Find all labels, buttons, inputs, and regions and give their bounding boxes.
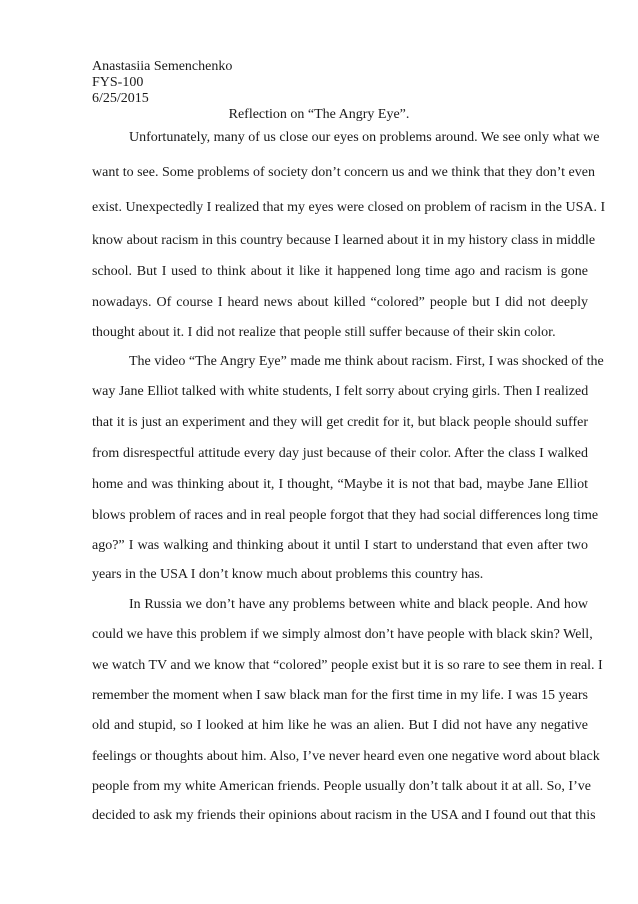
paragraph-3-line: could we have this problem if we simply almost don’t have people with black skin? Well, [92,627,593,642]
paragraph-3-line: we watch TV and we know that “colored” people exist but it is so rare to see them in real. I [92,658,603,673]
paragraph-1-line: nowadays. Of course I heard news about killed “colored” people but I did not deeply [92,295,588,310]
course-code: FYS-100 [92,75,144,90]
paragraph-3-line: remember the moment when I saw black man for the first time in my life. I was 15 years [92,688,588,703]
paragraph-3-line: people from my white American friends. People usually don’t talk about it at all. So, I’ve [92,779,591,794]
paragraph-3-line: old and stupid, so I looked at him like he was an alien. But I did not have any negative [92,718,588,733]
paragraph-3-line: decided to ask my friends their opinions about racism in the USA and I found out that this [92,808,596,823]
paragraph-1-line: know about racism in this country because I learned about it in my history class in middle [92,233,596,248]
paragraph-2-line: The video “The Angry Eye” made me think about racism. First, I was shocked of the [129,354,604,369]
paragraph-1-line: exist. Unexpectedly I realized that my eyes were closed on problem of racism in the USA. I [92,200,606,215]
paragraph-1-line: school. But I used to think about it like it happened long time ago and racism is gone [92,264,588,279]
paragraph-2-line: way Jane Elliot talked with white students, I felt sorry about crying girls. Then I realized [92,384,589,399]
paragraph-2-line: that it is just an experiment and they will get credit for it, but black people should suffer [92,415,588,430]
paragraph-3-line: In Russia we don’t have any problems between white and black people. And how [129,597,588,612]
paragraph-3-line: feelings or thoughts about him. Also, I’ve never heard even one negative word about black [92,749,600,764]
document-date: 6/25/2015 [92,91,149,106]
paragraph-2-line: home and was thinking about it, I thought, “Maybe it is not that bad, maybe Jane Elliot [92,477,588,492]
paragraph-2-line: blows problem of races and in real people forgot that they had social differences long time [92,508,599,523]
paragraph-2-line: ago?” I was walking and thinking about it until I start to understand that even after two [92,538,588,553]
paragraph-2-line: years in the USA I don’t know much about problems this country has. [92,567,484,582]
paragraph-1-line: thought about it. I did not realize that people still suffer because of their skin color. [92,325,556,340]
paragraph-1-line: want to see. Some problems of society don’t concern us and we think that they don’t even [92,165,595,180]
paragraph-2-line: from disrespectful attitude every day just because of their color. After the class I walked [92,446,588,461]
document-title: Reflection on “The Angry Eye”. [228,107,410,122]
author-name: Anastasiia Semenchenko [92,59,233,74]
document-header [92,59,232,107]
paragraph-1-line: Unfortunately, many of us close our eyes on problems around. We see only what we [129,130,600,145]
